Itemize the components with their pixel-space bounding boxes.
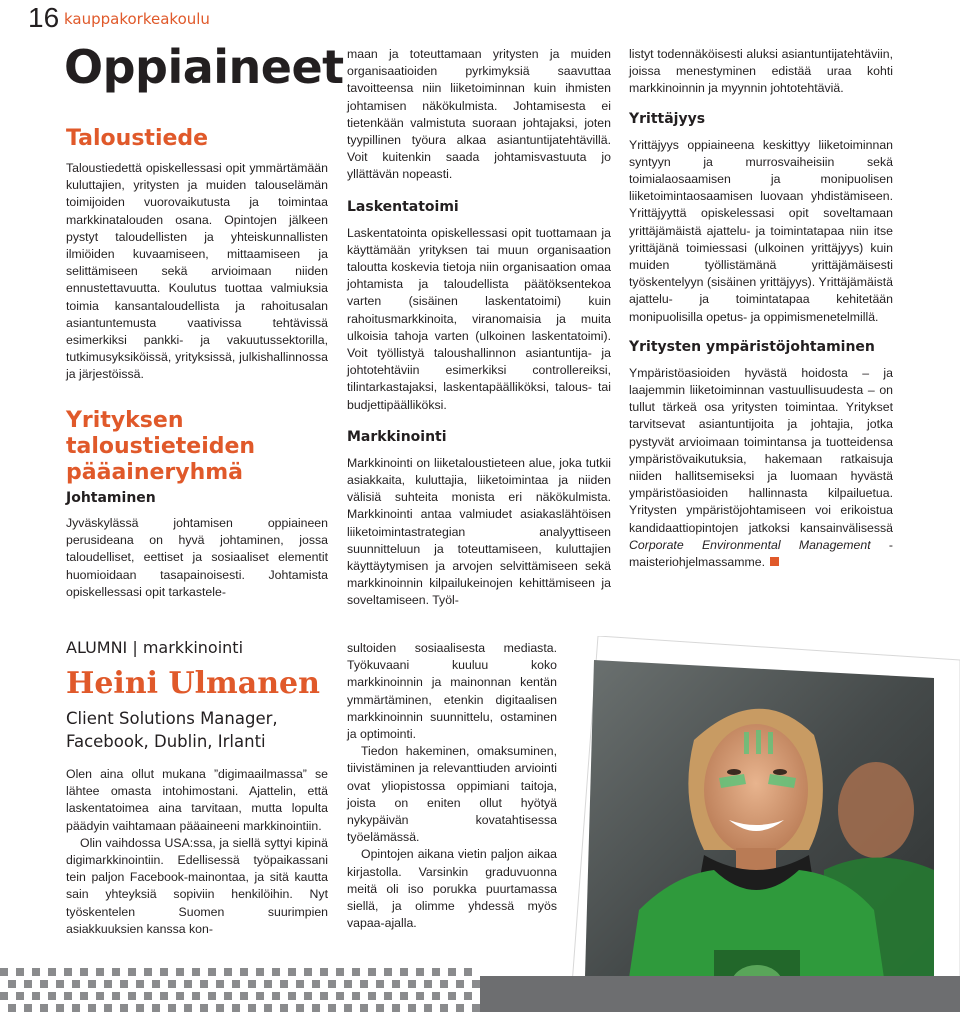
heading-johtaminen: Johtaminen xyxy=(66,490,156,506)
column-2 xyxy=(347,46,611,610)
alumni-name: Heini Ulmanen xyxy=(66,666,320,701)
alumni-tag: ALUMNI | markkinointi xyxy=(66,638,244,657)
program-name: Corporate Environmental Management xyxy=(629,537,871,552)
alumni-text-left xyxy=(66,766,328,938)
alumni-photo xyxy=(584,660,934,1012)
section-label: kauppakorkeakoulu xyxy=(64,10,210,28)
alumni-paragraph-2: Olin vaihdossa USA:ssa, ja siellä syttyi kipinä digimarkkinointiin. Edellisessä työpaikassani tein paljon Facebook-mainontaa, ja sitä kautta sain yhteyksiä sopiviin henkilöihin. Nyt työskentelen Suomen suurimpien asiakkuuksien kanssa kon- xyxy=(66,835,328,936)
heading-taloustiede: Taloustiede xyxy=(66,126,209,151)
text-markkinointi-cont: listyt todennäköisesti aluksi asiantuntijatehtäviin, joissa menestyminen edistää uraa kohti markkinoinnin ja myynnin johtotehtäviä. xyxy=(629,47,893,96)
page-header xyxy=(0,0,960,36)
heading-ymparistojohtaminen: Yritysten ympäristöjohtaminen xyxy=(629,338,875,355)
text-ymparisto-main: Ympäristöasioiden hyvästä hoidosta – ja laajemmin liiketoiminnan vastuullisuudesta – on tullut tärkeä osa yritysten toimintaa. Yritykset tarvitsevat asiantuntijoita ja johtajia, jotka pystyvät arvioimaan toimintansa ja tuotteidensa ympäristövaikutuksia, hakemaan ratkaisuja niiden hallitsemiseksi ja luomaan hyvästä ympäristöasioiden hallinnasta kilpailuetua. Yritysten ympäristöjohtamiseen voi erikoistua kandidaattiopintojen jatkoksi kansainvälisessä xyxy=(629,365,893,535)
alumni-role: Client Solutions Manager, Facebook, Dublin, Irlanti xyxy=(66,709,278,751)
alumni-paragraph-5: Opintojen aikana vietin paljon aikaa kirjastolla. Varsinkin graduvuonna meitä oli iso porukka puurtamassa siellä, ja olimme yhdessä myös vapaa-ajalla. xyxy=(347,847,557,931)
heading-markkinointi: Markkinointi xyxy=(347,428,447,445)
text-yrittajyys: Yrittäjyys oppiaineena keskittyy liiketoiminnan syntyyn ja murrosvaiheisiin sekä toimialaosaamisen ja monipuolisen liiketoimintaosaamisen luovaan yhdistämiseen. Yrittäjyyttä opiskelessasi opit soveltamaan yrittäjämäistä ajattelu- ja toimintatapaa niin itse yrittäjänä toimiessasi (ulkoinen yrittäjyys) kuin muiden työllistämänä yrittäjämäisesti työskentelyyn (sisäinen yrittäjyys). Yrittäjämäistä ajattelu- ja toimintatapaa kehitetään monipuolisilla opetus- ja oppimismenetelmillä. xyxy=(629,137,893,324)
alumni-paragraph-3: sultoiden sosiaalisesta mediasta. Työkuvaani kuuluu koko markkinoinnin ja mainonnan kentän ymmärtäminen, etenkin digitaalisen markkinoinnin suunnittelu, ostaminen ja optimointi. xyxy=(347,641,557,742)
column-3 xyxy=(629,46,893,571)
end-mark-icon xyxy=(770,557,779,566)
alumni-paragraph-4: Tiedon hakeminen, omaksuminen, tiivistäminen ja relevanttiuden arviointi ovat yliopistossa oppimiani taitoja, joista on eniten ollut hyötyä nykypäivän kovatahtisessa työelämässä. xyxy=(347,744,557,845)
heading-laskentatoimi: Laskentatoimi xyxy=(347,198,459,215)
page-title: Oppiaineet xyxy=(64,40,344,94)
heading-yrittajyys: Yrittäjyys xyxy=(629,110,706,127)
text-laskentatoimi: Laskentatointa opiskellessasi opit tuottamaan ja käyttämään yrityksen tai muun organisaation taloutta koskevia tietoja niin organisaation omaa johtamista ja taloudellista päätöksentekoa varten (sisäinen laskentatoimi) kuin rahoitusmarkkinoita, viranomaisia ja muita ulkoisia tahoja varten (ulkoinen laskentatoimi). Voit työllistyä taloushallinnon asiantuntija- ja johtotehtäviin esimerkiksi controllereiksi, tilintarkastajaksi, laskentapäälliköksi, talous- tai budjettipäälliköksi. xyxy=(347,225,611,412)
page-number: 16 xyxy=(28,2,60,33)
text-johtaminen: Jyväskylässä johtamisen oppiaineen perusideana on hyvä johtaminen, jossa taloudelliset, eettiset ja sosiaaliset elementit huomioidaan tasapainoisesti. Johtamista opiskellessasi opit tarkastele- xyxy=(66,516,328,599)
footer-pattern xyxy=(0,968,960,1012)
heading-paaaineryhma: Yrityksen taloustieteiden pääaineryhmä xyxy=(66,408,256,485)
alumni-paragraph-1: Olen aina ollut mukana ”digimaailmassa” se lähtee omasta intohimostani. Ajattelin, että laskentatoimea aina tarvitaan, mutta lopulta päädyin vaihtamaan pääaineeni markkinointiin. xyxy=(66,767,328,833)
text-ymparistojohtaminen xyxy=(629,365,893,571)
text-taloustiede: Taloustiedettä opiskellessasi opit ymmärtämään kuluttajien, yritysten ja muiden talouselämän toimijoiden vuorovaikutusta ja toimintaa markkinatalouden osana. Opintojen jälkeen pystyt taloudellisten ja yhteiskunnallisten ilmiöiden kuvaamiseen, mittaamiseen ja selittämiseen sekä arvioimaan niiden ennustettavuutta. Koulutus tuottaa valmiuksia toimia kansantaloudellista ja rahoitusalan asiantuntemusta vaativissa tehtävissä esimerkiksi pankki- ja vakuutussektorilla, tutkimusyksiköissä, yrityksissä, julkishallinnossa ja järjestöissä. xyxy=(66,161,328,382)
text-ymparisto-end: -maisteriohjelmassamme. xyxy=(629,537,893,570)
text-markkinointi: Markkinointi on liiketaloustieteen alue, joka tutkii asiakkaita, kuluttajia, liiketoimintaa ja niiden välisiä suhteita monista eri näkökulmista. Markkinointi antaa valmiudet asiakaslähtöisen liiketoimintastrategian analyyttiseen suunnitteluun ja toteuttamiseen, kuluttajien käyttäytymisen ja arvojen selvittämiseen sekä markkinoinnin kilpailukeinojen kehittämiseen ja soveltamiseen. Työl- xyxy=(347,455,611,608)
alumni-text-right xyxy=(347,640,557,932)
text-johtaminen-cont: maan ja toteuttamaan yritysten ja muiden organisaatioiden pyrkimyksiä saavuttaa tavoitteensa niin liiketoiminnan kuin ihmisten johtamisen näkökulmista. Johtamisesta ei tietenkään valmistuta suoraan johtajaksi, joten tyypillinen työura alkaa asiantuntijatehtävillä. Voit kuitenkin saada johtamisvastuuta jo yllättävän nopeasti. xyxy=(347,47,611,182)
